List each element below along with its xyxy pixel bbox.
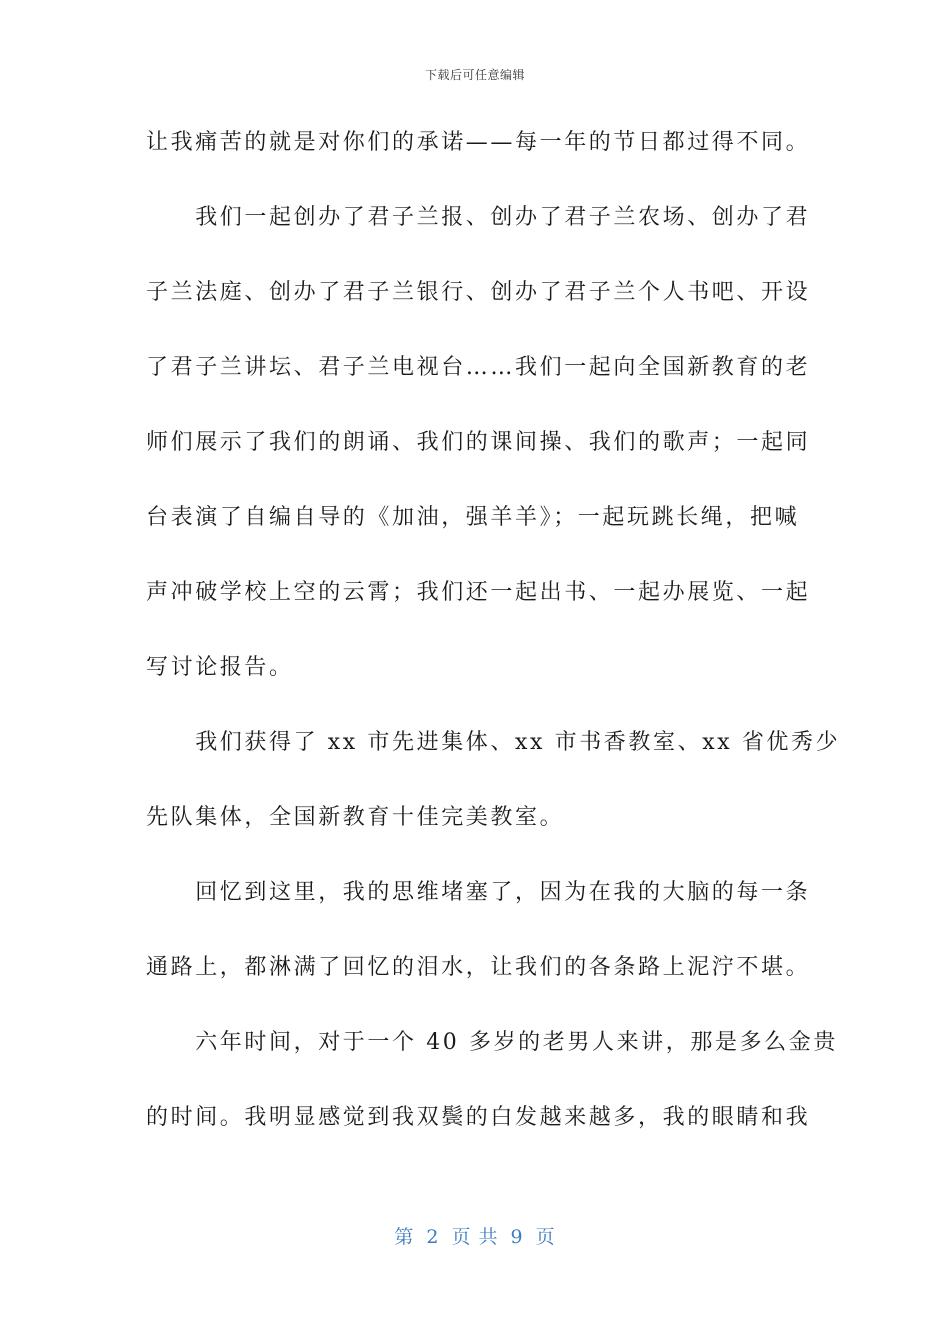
footer-prefix: 第: [394, 1226, 415, 1248]
text-line: 的时间。我明显感觉到我双鬓的白发越来越多，我的眼睛和我: [146, 1105, 811, 1130]
text-line: 让我痛苦的就是对你们的承诺——每一年的节日都过得不同。: [146, 130, 811, 155]
text-line: 师们展示了我们的朗诵、我们的课间操、我们的歌声；一起同: [146, 430, 811, 455]
text-line: 我们一起创办了君子兰报、创办了君子兰农场、创办了君: [146, 205, 811, 230]
text-line: 六年时间，对于一个 40 多岁的老男人来讲，那是多么金贵: [146, 1030, 838, 1055]
text-line: 写讨论报告。: [146, 655, 294, 680]
footer-suffix: 页: [535, 1226, 556, 1248]
total-page-number: 9: [510, 1226, 524, 1248]
text-line: 我们获得了 xx 市先进集体、xx 市书香教室、xx 省优秀少: [146, 730, 841, 755]
footer-middle: 页 共: [451, 1226, 499, 1248]
current-page-number: 2: [426, 1226, 440, 1248]
text-line: 先队集体，全国新教育十佳完美教室。: [146, 805, 565, 830]
text-line: 声冲破学校上空的云霄；我们还一起出书、一起办展览、一起: [146, 580, 811, 605]
text-line: 回忆到这里，我的思维堵塞了，因为在我的大脑的每一条: [146, 880, 811, 905]
text-line: 了君子兰讲坛、君子兰电视台……我们一起向全国新教育的老: [146, 355, 811, 380]
text-line: 子兰法庭、创办了君子兰银行、创办了君子兰个人书吧、开设: [146, 280, 811, 305]
page-footer: [0, 1222, 950, 1249]
text-line: 通路上，都淋满了回忆的泪水，让我们的各条路上泥泞不堪。: [146, 955, 811, 980]
document-body: [146, 118, 841, 1168]
page-header: 下载后可任意编辑: [424, 68, 525, 82]
text-line: 台表演了自编自导的《加油，强羊羊》；一起玩跳长绳，把喊: [146, 505, 800, 530]
